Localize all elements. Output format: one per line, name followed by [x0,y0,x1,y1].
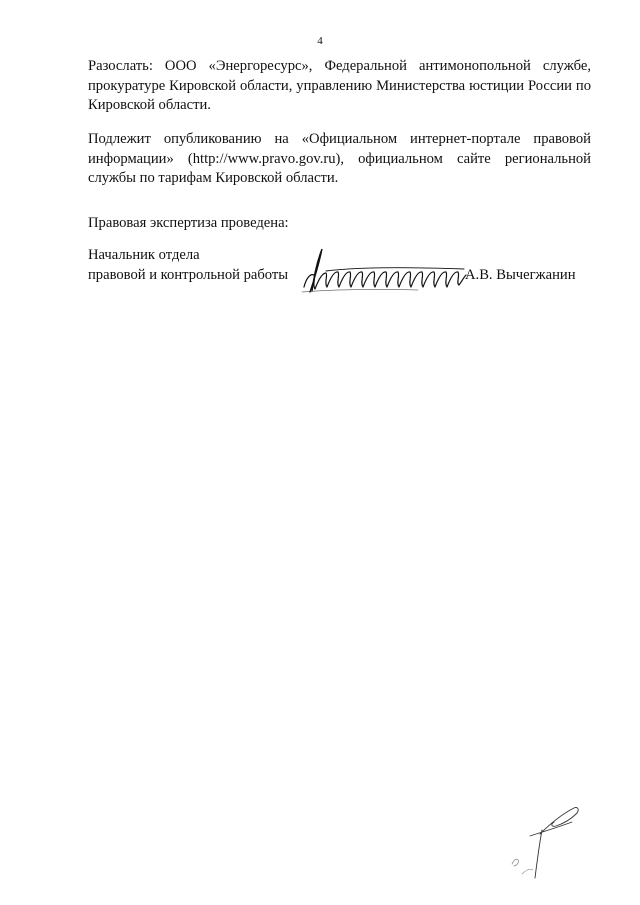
publication-paragraph: Подлежит опубликованию на «Официальном интернет-портале правовой информации» (http://www.pravo.gov.ru), официальном сайте региональной службы по тарифам Кировской области. [88,131,591,186]
handwritten-signature [298,245,470,295]
signatory-title-line2: правовой и контрольной работы [88,266,289,283]
signatory-name: А.В. Вычегжанин [465,266,576,283]
distribution-paragraph: Разослать: ООО «Энергоресурс», Федеральной антимонопольной службе, прокуратуре Кировской области, управлению Министерства юстиции России по Кировской области. [88,58,591,113]
handwritten-initials [500,800,585,885]
legal-expertise-note: Правовая экспертиза проведена: [88,215,289,231]
page-number: 4 [317,35,323,47]
signatory-title-line1: Начальник отдела [88,247,200,263]
